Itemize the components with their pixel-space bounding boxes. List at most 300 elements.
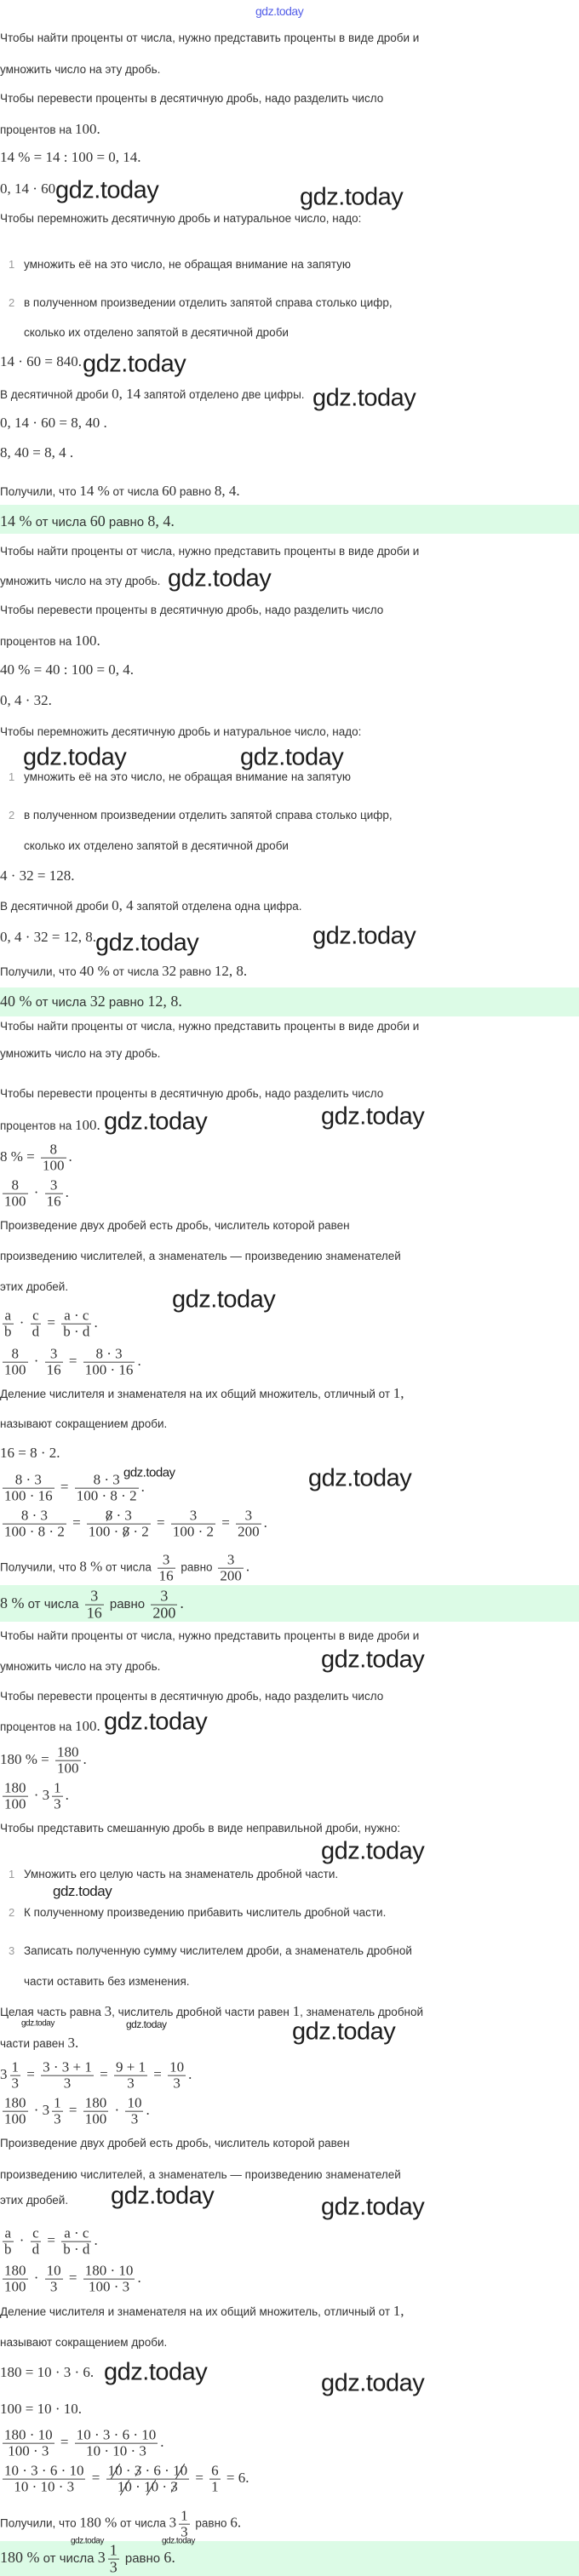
cancelled-factor: 3	[134, 2462, 142, 2479]
math-expression: · 3	[30, 2101, 50, 2118]
math-line	[0, 2096, 150, 2127]
text-run: от числа	[109, 484, 163, 498]
text-line	[0, 1087, 383, 1101]
text-line	[0, 1553, 249, 1584]
text-run: называют сокращением дроби.	[0, 2335, 168, 2349]
watermark: gdz.today	[95, 929, 199, 957]
fraction-denominator: 3	[130, 2110, 139, 2127]
math-line	[0, 2264, 141, 2295]
watermark: gdz.today	[240, 743, 344, 771]
math-expression: ·	[15, 2231, 28, 2248]
watermark: gdz.today	[23, 743, 127, 771]
fraction-numerator: c	[31, 1308, 42, 1325]
fraction	[158, 1553, 175, 1584]
fraction-denominator: 100	[4, 1795, 26, 1812]
fraction-numerator: a · c	[61, 2226, 91, 2242]
math-expression: 0, 14 · 60 = 8, 40 .	[0, 414, 107, 431]
math-expression: 6.	[230, 2514, 242, 2531]
fraction	[75, 2428, 158, 2459]
math-expression: 8, 40 = 8, 4 .	[0, 444, 74, 461]
text-run: , знаменатель дробной	[300, 2005, 424, 2018]
math-line	[0, 1308, 98, 1340]
math-expression: =	[88, 2469, 104, 2486]
math-expression: 180 %	[0, 2548, 40, 2566]
fraction-numerator: 180	[57, 1743, 79, 1760]
fraction-denominator: b	[4, 2241, 12, 2258]
math-expression: 6.	[163, 2548, 175, 2566]
fraction-denominator: 1	[211, 2478, 219, 2495]
list-item	[9, 1868, 338, 1881]
math-expression: .	[94, 2231, 98, 2248]
fraction	[52, 2096, 63, 2127]
text-run: равно	[121, 2550, 164, 2566]
fraction	[83, 1347, 135, 1378]
fraction	[3, 1347, 28, 1378]
math-expression: 1,	[393, 1384, 404, 1401]
text-line	[0, 63, 160, 77]
text-line	[0, 2509, 241, 2540]
answer-line	[0, 993, 182, 1011]
math-line	[0, 1142, 72, 1174]
text-run: от числа	[24, 1596, 83, 1611]
text-run: Чтобы представить смешанную дробь в виде неправильной дроби, нужно:	[0, 1821, 401, 1835]
text-run: процентов на	[0, 1119, 76, 1132]
watermark: gdz.today	[53, 1883, 112, 1899]
fraction-denominator: 100 · 8 · 2	[76, 1487, 137, 1504]
fraction-numerator: 1	[181, 2507, 188, 2524]
math-expression: 14 · 60 = 840.	[0, 352, 82, 369]
text-run: Чтобы найти проценты от числа, нужно представить проценты в виде дроби и	[0, 31, 420, 44]
math-expression: .	[65, 1183, 69, 1200]
math-expression: =	[150, 2065, 166, 2082]
math-expression: 3	[0, 2065, 8, 2082]
text-line	[0, 633, 100, 650]
math-expression: .	[188, 2065, 192, 2082]
math-line	[0, 2226, 98, 2258]
list-number: 2	[9, 295, 15, 309]
math-expression: 3	[97, 2548, 106, 2566]
fraction-denominator: 3	[181, 2523, 188, 2540]
fraction-numerator: 8	[41, 1142, 66, 1159]
fraction-numerator: 180	[4, 2262, 26, 2279]
fraction-denominator: b · d	[63, 2241, 90, 2258]
math-expression: 180 % =	[0, 1750, 53, 1767]
list-item	[9, 770, 351, 784]
text-line	[0, 604, 383, 617]
math-expression: ·	[131, 2478, 145, 2495]
text-run: Чтобы перемножить десятичную дробь и натуральное число, надо:	[0, 724, 362, 738]
text-line	[0, 1822, 400, 1835]
math-line	[0, 149, 141, 166]
fraction-numerator	[106, 2464, 190, 2480]
text-line	[0, 2303, 404, 2320]
fraction	[61, 1308, 91, 1340]
math-expression: .	[83, 1750, 87, 1767]
math-expression: .	[263, 1514, 267, 1531]
list-number: 1	[9, 770, 15, 783]
math-expression: 100.	[75, 120, 100, 137]
fraction-denominator: 100	[43, 1157, 65, 1174]
math-expression: 0, 4	[112, 896, 134, 913]
math-expression: 14 %	[0, 512, 32, 530]
fraction-numerator: a · c	[61, 1308, 91, 1325]
text-line	[0, 575, 160, 588]
fraction-denominator: 16	[46, 1361, 61, 1378]
text-run: произведению числителей, а знаменатель — произведению знаменателей	[0, 2167, 401, 2181]
fraction-denominator	[106, 2480, 190, 2495]
math-line	[0, 661, 134, 678]
math-line	[0, 2428, 164, 2459]
text-run: процентов на	[0, 123, 76, 136]
fraction	[236, 1508, 261, 1540]
text-run: процентов на	[0, 634, 76, 648]
text-run: Получили, что	[0, 484, 80, 498]
text-run: сколько их отделено запятой в десятичной дроби	[24, 839, 289, 852]
math-expression: =	[43, 2231, 60, 2248]
fraction-numerator: 1	[54, 1779, 61, 1796]
math-expression: 40 %	[79, 962, 110, 979]
text-run: умножить её на это число, не обращая внимание на запятую	[24, 770, 352, 783]
text-line	[0, 2336, 167, 2350]
fraction	[52, 1781, 63, 1812]
math-expression: 8, 4.	[214, 482, 240, 499]
fraction-numerator: 3	[85, 1589, 104, 1606]
math-line	[0, 1508, 267, 1540]
math-expression: =	[65, 2269, 81, 2286]
math-expression: 3	[169, 2514, 177, 2531]
cancelled-factor: 3	[170, 2478, 178, 2495]
fraction-numerator: 3	[218, 1553, 244, 1569]
cancelled-factor: 10	[173, 2462, 188, 2479]
fraction-denominator: 16	[158, 1567, 174, 1584]
watermark: gdz.today	[321, 2193, 425, 2221]
fraction-numerator: 8	[3, 1178, 28, 1194]
math-expression: ·	[111, 2101, 123, 2118]
math-line	[0, 1178, 69, 1210]
fraction-numerator: 180 · 10	[4, 2426, 53, 2443]
math-expression: 8 % =	[0, 1148, 38, 1165]
fraction-denominator: 16	[86, 1604, 102, 1622]
list-number: 2	[9, 808, 15, 821]
fraction	[85, 1589, 104, 1622]
math-expression: 100.	[75, 1717, 100, 1734]
answer-line	[0, 2543, 175, 2576]
fraction-denominator: 100	[4, 2278, 26, 2295]
watermark: gdz.today	[104, 2358, 208, 2386]
watermark: gdz.today	[83, 350, 186, 378]
fraction	[3, 1178, 28, 1210]
math-expression: 16 = 8 · 2.	[0, 1444, 60, 1461]
text-run: Чтобы перевести проценты в десятичную дробь, надо разделить число	[0, 91, 384, 105]
fraction-numerator: 9 + 1	[115, 2058, 146, 2075]
fraction-denominator: b	[4, 1323, 12, 1340]
text-run: от числа	[32, 995, 90, 1010]
text-run: умножить число на эту дробь.	[0, 1046, 161, 1060]
fraction	[87, 1508, 151, 1540]
fraction-numerator: 180	[4, 2094, 26, 2111]
cancelled-factor: 10	[117, 2478, 132, 2495]
math-expression: 100.	[75, 1116, 100, 1133]
text-line	[0, 545, 419, 558]
answer-line	[0, 1589, 184, 1622]
fraction	[45, 1178, 63, 1210]
text-line	[0, 1690, 383, 1703]
math-expression: =	[95, 2065, 112, 2082]
fraction	[3, 1473, 54, 1504]
fraction-denominator: 3	[109, 2558, 118, 2576]
math-expression: .	[146, 2101, 150, 2118]
fraction-denominator: 3	[54, 1795, 61, 1812]
math-expression: 40 %	[0, 993, 32, 1010]
fraction-denominator: 10 · 10 · 3	[86, 2442, 146, 2459]
fraction-numerator: 3	[45, 1347, 63, 1363]
fraction	[45, 2264, 63, 2295]
fraction-denominator: 200	[220, 1567, 242, 1584]
text-run: , числитель дробной части равен	[112, 2005, 293, 2018]
math-expression: 4 · 32 = 128.	[0, 867, 75, 884]
fraction-numerator: a	[3, 2226, 14, 2242]
fraction-numerator: 8 · 3	[75, 1473, 139, 1489]
fraction	[3, 1781, 28, 1812]
math-expression: =	[56, 2433, 72, 2450]
text-run: К полученному произведению прибавить числитель дробной части.	[24, 1905, 387, 1919]
fraction-numerator: 180 · 10	[84, 2262, 134, 2279]
watermark: gdz.today	[55, 176, 159, 204]
list-item-continuation	[24, 326, 289, 340]
text-run: равно	[176, 484, 215, 498]
fraction-denominator: 100	[4, 2110, 26, 2127]
fraction-denominator: 100	[4, 1193, 26, 1210]
fraction-denominator	[87, 1525, 151, 1540]
watermark: gdz.today	[123, 1465, 175, 1480]
fraction	[3, 2264, 28, 2295]
fraction	[41, 2060, 94, 2092]
watermark: gdz.today	[308, 1464, 412, 1492]
text-run: в полученном произведении отделить запятой справа столько цифр,	[24, 295, 393, 309]
math-line	[0, 1347, 141, 1378]
text-line	[0, 1629, 419, 1643]
fraction-denominator: b · d	[63, 1323, 90, 1340]
list-item-continuation	[24, 839, 289, 853]
text-run: равно	[192, 2516, 231, 2530]
fraction	[3, 2428, 54, 2459]
text-run: Произведение двух дробей есть дробь, числитель которой равен	[0, 2136, 350, 2150]
fraction	[209, 2464, 221, 2495]
math-expression: 3.	[67, 2034, 79, 2051]
fraction-numerator: 10	[127, 2094, 142, 2111]
text-line	[0, 1417, 167, 1431]
math-expression: .	[140, 1478, 145, 1495]
text-run: умножить число на эту дробь.	[0, 62, 161, 76]
fraction-numerator: 6	[211, 2462, 219, 2479]
watermark: gdz.today	[312, 922, 416, 950]
math-expression: 8 %	[79, 1558, 103, 1575]
math-expression: 12, 8.	[214, 962, 248, 979]
fraction-numerator: 8 · 3	[3, 1508, 66, 1525]
text-run: Произведение двух дробей есть дробь, числитель которой равен	[0, 1218, 350, 1232]
text-run: равно	[106, 1596, 149, 1611]
fraction-numerator: 180	[84, 2094, 107, 2111]
math-expression: 0, 4 · 32 = 12, 8.	[0, 928, 96, 945]
math-expression: .	[245, 1558, 250, 1575]
fraction-numerator: 1	[54, 2094, 61, 2111]
math-expression: ·	[15, 1314, 28, 1331]
text-run: Чтобы найти проценты от числа, нужно представить проценты в виде дроби и	[0, 544, 420, 558]
fraction	[3, 2226, 14, 2258]
answer-line	[0, 512, 175, 531]
text-line	[0, 2137, 350, 2150]
text-run: В десятичной дроби	[0, 899, 112, 913]
math-expression: .	[180, 1594, 184, 1611]
fraction-denominator: d	[32, 2241, 40, 2258]
text-line	[0, 1718, 100, 1735]
math-line	[0, 1745, 87, 1777]
math-line	[0, 1445, 60, 1462]
text-run: от числа	[117, 2516, 169, 2530]
text-line	[0, 483, 240, 500]
text-run: этих дробей.	[0, 1279, 69, 1293]
list-number: 2	[9, 1905, 15, 1919]
watermark: gdz.today	[321, 1646, 425, 1674]
text-run: Чтобы перевести проценты в десятичную дробь, надо разделить число	[0, 1086, 384, 1100]
math-expression: 0, 14 · 60.	[0, 180, 60, 197]
list-item	[9, 296, 393, 310]
text-line	[0, 2194, 68, 2207]
watermark: gdz.today	[321, 2369, 425, 2397]
text-run: сколько их отделено запятой в десятичной дроби	[24, 325, 289, 339]
fraction	[10, 2060, 21, 2092]
fraction	[106, 2464, 190, 2495]
fraction-numerator: 3 · 3 + 1	[43, 2058, 92, 2075]
math-expression: ·	[30, 2269, 43, 2286]
fraction	[108, 2543, 119, 2576]
text-line	[0, 725, 361, 739]
fraction-denominator: 100 · 2	[172, 1523, 215, 1540]
text-line	[0, 1047, 160, 1061]
text-run: Деление числителя и знаменателя на их общий множитель, отличный от	[0, 2304, 393, 2318]
text-line	[0, 121, 100, 138]
math-expression: · 2	[129, 1523, 149, 1540]
list-item	[9, 1944, 412, 1958]
math-expression: 8, 4.	[147, 512, 175, 530]
math-expression: =	[23, 2065, 39, 2082]
fraction-numerator: 10 · 3 · 6 · 10	[76, 2426, 157, 2443]
watermark: gdz.today	[312, 384, 416, 412]
math-expression: ·	[30, 1352, 43, 1369]
text-run: называют сокращением дроби.	[0, 1417, 168, 1430]
fraction-denominator: 3	[63, 2075, 72, 2092]
fraction-denominator: 100	[57, 1760, 79, 1777]
math-expression: 1	[292, 2002, 301, 2019]
math-expression: =	[65, 1352, 81, 1369]
text-run: Целая часть равна	[0, 2005, 105, 2018]
fraction-numerator: 3	[45, 1178, 63, 1194]
text-run: части равен	[0, 2036, 68, 2050]
fraction-denominator: 3	[54, 2110, 61, 2127]
fraction-denominator: 100	[84, 2110, 107, 2127]
text-run: от числа	[102, 1560, 155, 1574]
fraction-numerator: 3	[171, 1508, 215, 1525]
list-item-continuation	[24, 1975, 190, 1989]
watermark: gdz.today	[321, 1102, 425, 1131]
math-line	[0, 867, 75, 884]
list-number: 1	[9, 1867, 15, 1880]
list-number: 3	[9, 1943, 15, 1957]
fraction	[31, 1308, 42, 1340]
fraction-numerator: a	[3, 1308, 14, 1325]
fraction	[55, 1745, 81, 1777]
fraction	[114, 2060, 147, 2092]
text-run: равно	[105, 515, 148, 530]
watermark: gdz.today	[104, 1108, 208, 1136]
fraction	[3, 1308, 14, 1340]
text-run: Получили, что	[0, 1560, 80, 1574]
text-run: Чтобы перевести проценты в десятичную дробь, надо разделить число	[0, 1689, 384, 1703]
fraction-numerator: 8	[3, 1347, 28, 1363]
watermark: gdz.today	[172, 1285, 276, 1314]
math-expression: =	[192, 2469, 208, 2486]
text-run: Чтобы перевести проценты в десятичную дробь, надо разделить число	[0, 603, 384, 616]
fraction	[151, 1589, 177, 1622]
watermark: gdz.today	[300, 183, 404, 211]
text-run: Чтобы найти проценты от числа, нужно представить проценты в виде дроби и	[0, 1629, 420, 1642]
text-line	[0, 1385, 404, 1402]
math-line	[0, 2401, 82, 2418]
math-expression: =	[218, 1514, 234, 1531]
math-expression: 3	[104, 2002, 112, 2019]
math-expression: ·	[122, 2462, 135, 2479]
math-expression: ·	[30, 1183, 43, 1200]
math-expression: 100.	[75, 632, 100, 649]
fraction	[125, 2096, 143, 2127]
cancelled-factor: 10	[144, 2478, 159, 2495]
fraction	[83, 2096, 109, 2127]
math-expression: 1,	[393, 2302, 404, 2319]
math-expression: 32	[89, 993, 106, 1010]
text-run: Получили, что	[0, 2516, 80, 2530]
cancelled-factor: 8	[122, 1523, 130, 1540]
math-line	[0, 2464, 249, 2495]
text-run: от числа	[32, 515, 90, 530]
fraction-numerator: 10 · 3 · 6 · 10	[4, 2462, 84, 2479]
text-run: равно	[105, 995, 148, 1010]
math-expression: .	[137, 1352, 141, 1369]
math-expression: 0, 14	[112, 385, 141, 402]
fraction	[3, 2464, 85, 2495]
text-run: Чтобы найти проценты от числа, нужно представить проценты в виде дроби и	[0, 1019, 420, 1033]
fraction-numerator: 10	[169, 2058, 185, 2075]
watermark: gdz.today	[321, 1837, 425, 1865]
math-expression: · 6 ·	[141, 2462, 174, 2479]
math-expression: .	[94, 1314, 98, 1331]
fraction	[171, 1508, 215, 1540]
text-run: от числа	[109, 965, 163, 978]
text-run: от числа	[39, 2550, 98, 2566]
fraction-numerator: 3	[236, 1508, 261, 1525]
list-item	[9, 258, 351, 272]
math-expression: 180 %	[79, 2514, 118, 2531]
fraction-denominator: 100 · 3	[8, 2442, 49, 2459]
text-line	[0, 31, 419, 45]
text-line	[0, 92, 383, 106]
fraction-denominator: d	[32, 1323, 40, 1340]
text-line	[0, 963, 247, 980]
fraction	[218, 1553, 244, 1584]
text-line	[0, 1117, 100, 1134]
text-line	[0, 1250, 401, 1263]
text-run: равно	[177, 1560, 216, 1574]
text-line	[0, 1219, 350, 1233]
